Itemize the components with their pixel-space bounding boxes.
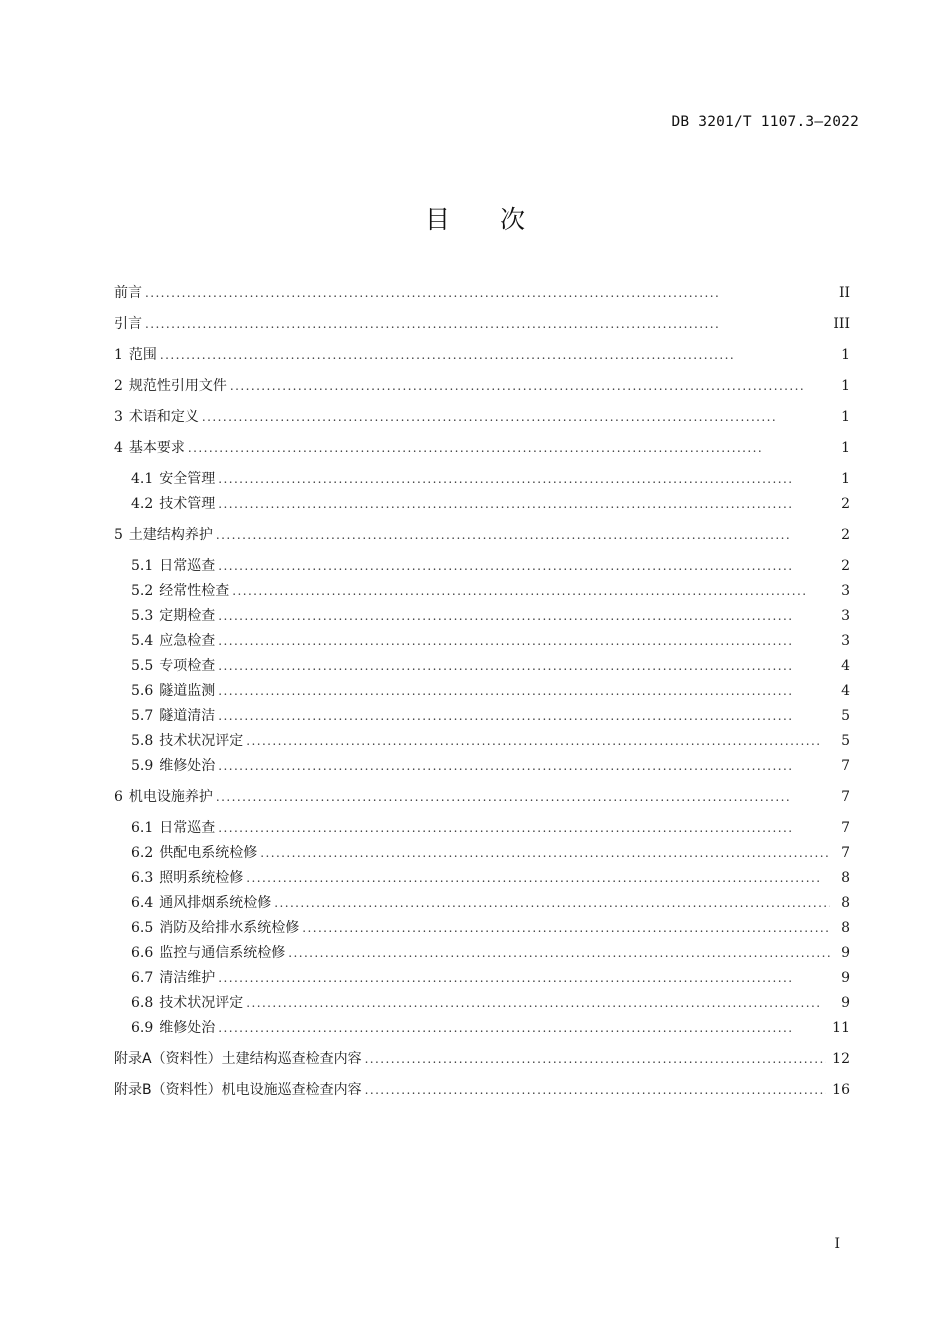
toc-entry-label (131, 729, 246, 753)
toc-entry-title: 范围 (128, 347, 157, 363)
toc-entry-title: 规范性引用文件 (128, 378, 227, 394)
toc-dot-leader (188, 436, 830, 460)
toc-entry[interactable] (131, 492, 850, 516)
toc-entry-title: 供配电系统检修 (159, 845, 258, 861)
toc-entry-page: 16 (832, 1082, 850, 1098)
toc-entry[interactable] (114, 523, 850, 547)
toc-entry-page: 5 (841, 708, 850, 724)
toc-entry-label (114, 785, 216, 809)
toc-entry-title: 照明系统检修 (159, 870, 244, 886)
toc-entry-page: 4 (841, 683, 850, 699)
toc-entry-title: 日常巡查 (159, 558, 216, 574)
toc-entry-page: 11 (832, 1020, 850, 1036)
toc-entry[interactable] (131, 816, 850, 840)
toc-dot-leader (216, 785, 830, 809)
toc-entry[interactable] (131, 891, 850, 915)
toc-dot-leader (232, 579, 830, 603)
toc-dot-leader (145, 312, 827, 336)
toc-entry-page: 3 (841, 583, 850, 599)
toc-entry-label (114, 281, 145, 305)
toc-dot-leader (230, 374, 830, 398)
toc-entry-label (114, 523, 216, 547)
toc-entry[interactable] (131, 866, 850, 890)
toc-entry-title: 消防及给排水系统检修 (159, 920, 300, 936)
toc-entry[interactable] (131, 604, 850, 628)
toc-entry[interactable] (114, 785, 850, 809)
toc-entry-label (131, 841, 260, 865)
toc-entry-label (131, 629, 218, 653)
page-title: 目次 (424, 205, 575, 234)
toc-entry-number: 6.7 (131, 970, 154, 986)
toc-entry-title: 清洁维护 (159, 970, 216, 986)
toc-entry[interactable] (114, 343, 850, 367)
toc-entry-page: 9 (841, 995, 850, 1011)
toc-entry-number: 4.2 (131, 496, 154, 512)
toc-entry-number: 6.3 (131, 870, 154, 886)
toc-entry-label (131, 916, 302, 940)
toc-dot-leader (218, 629, 830, 653)
toc-entry-number: 4 (114, 440, 123, 456)
toc-dot-leader (302, 916, 830, 940)
toc-entry-title: 维修处治 (159, 758, 216, 774)
toc-entry-title: 隧道监测 (159, 683, 216, 699)
toc-dot-leader (246, 991, 830, 1015)
toc-dot-leader (274, 891, 830, 915)
toc-entry-label (131, 704, 218, 728)
toc-entry-page: 5 (841, 733, 850, 749)
toc-entry-page: 8 (841, 895, 850, 911)
toc-entry-label (114, 374, 230, 398)
toc-entry[interactable] (114, 405, 850, 429)
toc-entry-title: 专项检查 (159, 658, 216, 674)
toc-entry-title: 经常性检查 (159, 583, 230, 599)
toc-entry-number: 6.2 (131, 845, 154, 861)
toc-entry-label (131, 754, 218, 778)
toc-entry-number: 5 (114, 527, 123, 543)
toc-entry-label (131, 679, 218, 703)
toc-dot-leader (218, 554, 830, 578)
toc-entry-title: 技术管理 (159, 496, 216, 512)
toc-entry-label (131, 1016, 218, 1040)
toc-entry-label (131, 941, 288, 965)
toc-entry-label (114, 1047, 365, 1071)
toc-entry-title: 前言 (114, 285, 142, 301)
toc-dot-leader (288, 941, 830, 965)
toc-entry-label (131, 492, 218, 516)
toc-entry-number: 2 (114, 378, 123, 394)
toc-entry-page: 4 (841, 658, 850, 674)
toc-entry-number: 5.1 (131, 558, 154, 574)
toc-dot-leader (218, 966, 830, 990)
toc-entry-title: 通风排烟系统检修 (159, 895, 272, 911)
toc-entry-title: 引言 (114, 316, 142, 332)
toc-dot-leader (218, 1016, 826, 1040)
toc-entry-number: 5.8 (131, 733, 154, 749)
toc-entry-title: 土建结构养护 (128, 527, 213, 543)
toc-entry[interactable] (114, 1047, 850, 1071)
toc-dot-leader (365, 1047, 827, 1071)
toc-entry-label (114, 405, 202, 429)
toc-entry-number: 3 (114, 409, 123, 425)
toc-entry[interactable] (131, 554, 850, 578)
toc-entry-page: 2 (841, 496, 850, 512)
toc-entry-number: 5.9 (131, 758, 154, 774)
toc-entry-title: 附录A（资料性）土建结构巡查检查内容 (114, 1051, 362, 1067)
toc-entry-label (114, 436, 188, 460)
toc-entry-page: II (838, 285, 850, 301)
toc-entry[interactable] (114, 436, 850, 460)
toc-dot-leader (218, 492, 830, 516)
toc-entry-page: 7 (841, 758, 850, 774)
toc-entry-number: 4.1 (131, 471, 154, 487)
toc-dot-leader (218, 604, 830, 628)
toc-entry-page: 1 (841, 378, 850, 394)
toc-entry-label (114, 343, 160, 367)
toc-entry-title: 术语和定义 (128, 409, 199, 425)
toc-entry-title: 机电设施养护 (128, 789, 213, 805)
toc-entry-page: 7 (841, 820, 850, 836)
toc-entry-title: 应急检查 (159, 633, 216, 649)
toc-entry[interactable] (131, 941, 850, 965)
toc-entry[interactable] (131, 579, 850, 603)
toc-entry-page: 7 (841, 789, 850, 805)
toc-entry-number: 1 (114, 347, 123, 363)
toc-entry-title: 隧道清洁 (159, 708, 216, 724)
toc-entry[interactable] (131, 679, 850, 703)
toc-dot-leader (202, 405, 830, 429)
toc-entry-page: 7 (841, 845, 850, 861)
toc-entry-title: 附录B（资料性）机电设施巡查检查内容 (114, 1082, 362, 1098)
page-number: I (834, 1236, 840, 1252)
toc-dot-leader (246, 866, 830, 890)
toc-entry-label (114, 1078, 365, 1102)
toc-entry-number: 5.5 (131, 658, 154, 674)
toc-entry-label (114, 312, 145, 336)
toc-entry-number: 5.3 (131, 608, 154, 624)
toc-entry[interactable] (114, 281, 850, 305)
toc-entry-title: 监控与通信系统检修 (159, 945, 286, 961)
toc-dot-leader (260, 841, 830, 865)
toc-entry[interactable] (131, 729, 850, 753)
toc-entry-number: 5.2 (131, 583, 154, 599)
toc-entry-title: 日常巡查 (159, 820, 216, 836)
toc-entry-number: 6.6 (131, 945, 154, 961)
toc-entry-page: 1 (841, 347, 850, 363)
toc-entry[interactable] (131, 916, 850, 940)
toc-entry-number: 6.1 (131, 820, 154, 836)
toc-entry-page: 9 (841, 970, 850, 986)
toc-entry-number: 6.9 (131, 1020, 154, 1036)
toc-entry[interactable] (114, 312, 850, 336)
toc-entry-title: 维修处治 (159, 1020, 216, 1036)
toc-entry-page: 8 (841, 870, 850, 886)
toc-entry-page: 1 (841, 409, 850, 425)
toc-entry-title: 技术状况评定 (159, 995, 244, 1011)
toc-entry-title: 技术状况评定 (159, 733, 244, 749)
toc-dot-leader (145, 281, 830, 305)
toc-dot-leader (160, 343, 830, 367)
toc-entry-number: 6 (114, 789, 123, 805)
toc-entry-page: 2 (841, 558, 850, 574)
toc-entry[interactable] (114, 1078, 850, 1102)
toc-dot-leader (218, 679, 830, 703)
toc-entry-page: III (833, 316, 850, 332)
toc-entry-number: 5.6 (131, 683, 154, 699)
toc-dot-leader (216, 523, 830, 547)
toc-entry-page: 3 (841, 633, 850, 649)
toc-entry[interactable] (131, 754, 850, 778)
toc-entry[interactable] (131, 966, 850, 990)
toc-entry-page: 1 (841, 471, 850, 487)
toc-entry[interactable] (131, 629, 850, 653)
toc-entry-label (131, 654, 218, 678)
toc-dot-leader (218, 467, 830, 491)
toc-entry-page: 3 (841, 608, 850, 624)
toc-entry-number: 6.4 (131, 895, 154, 911)
toc-entry-title: 安全管理 (159, 471, 216, 487)
document-code: DB 3201/T 1107.3—2022 (671, 114, 859, 130)
toc-entry-number: 6.8 (131, 995, 154, 1011)
toc-entry[interactable] (131, 991, 850, 1015)
toc-entry-number: 5.4 (131, 633, 154, 649)
toc-entry-label (131, 816, 218, 840)
toc-entry-page: 2 (841, 527, 850, 543)
toc-entry-page: 1 (841, 440, 850, 456)
toc-dot-leader (246, 729, 830, 753)
toc-dot-leader (218, 654, 830, 678)
toc-dot-leader (218, 816, 830, 840)
toc-entry-label (131, 604, 218, 628)
toc-entry-label (131, 554, 218, 578)
toc-entry-title: 基本要求 (128, 440, 185, 456)
toc-entry-label (131, 966, 218, 990)
toc-entry-label (131, 579, 232, 603)
toc-entry[interactable] (131, 467, 850, 491)
toc-entry-label (131, 991, 246, 1015)
toc-dot-leader (365, 1078, 827, 1102)
toc-entry-title: 定期检查 (159, 608, 216, 624)
toc-entry-label (131, 866, 246, 890)
toc-entry-page: 12 (832, 1051, 850, 1067)
toc-entry[interactable] (131, 841, 850, 865)
toc-entry-page: 8 (841, 920, 850, 936)
toc-dot-leader (218, 754, 830, 778)
toc-entry-label (131, 467, 218, 491)
toc-entry-number: 6.5 (131, 920, 154, 936)
toc-entry-number: 5.7 (131, 708, 154, 724)
toc-entry-label (131, 891, 274, 915)
toc-entry-page: 9 (841, 945, 850, 961)
toc-dot-leader (218, 704, 830, 728)
toc-entry[interactable] (131, 1016, 850, 1040)
toc-entry[interactable] (131, 654, 850, 678)
toc-entry[interactable] (114, 374, 850, 398)
toc-entry[interactable] (131, 704, 850, 728)
